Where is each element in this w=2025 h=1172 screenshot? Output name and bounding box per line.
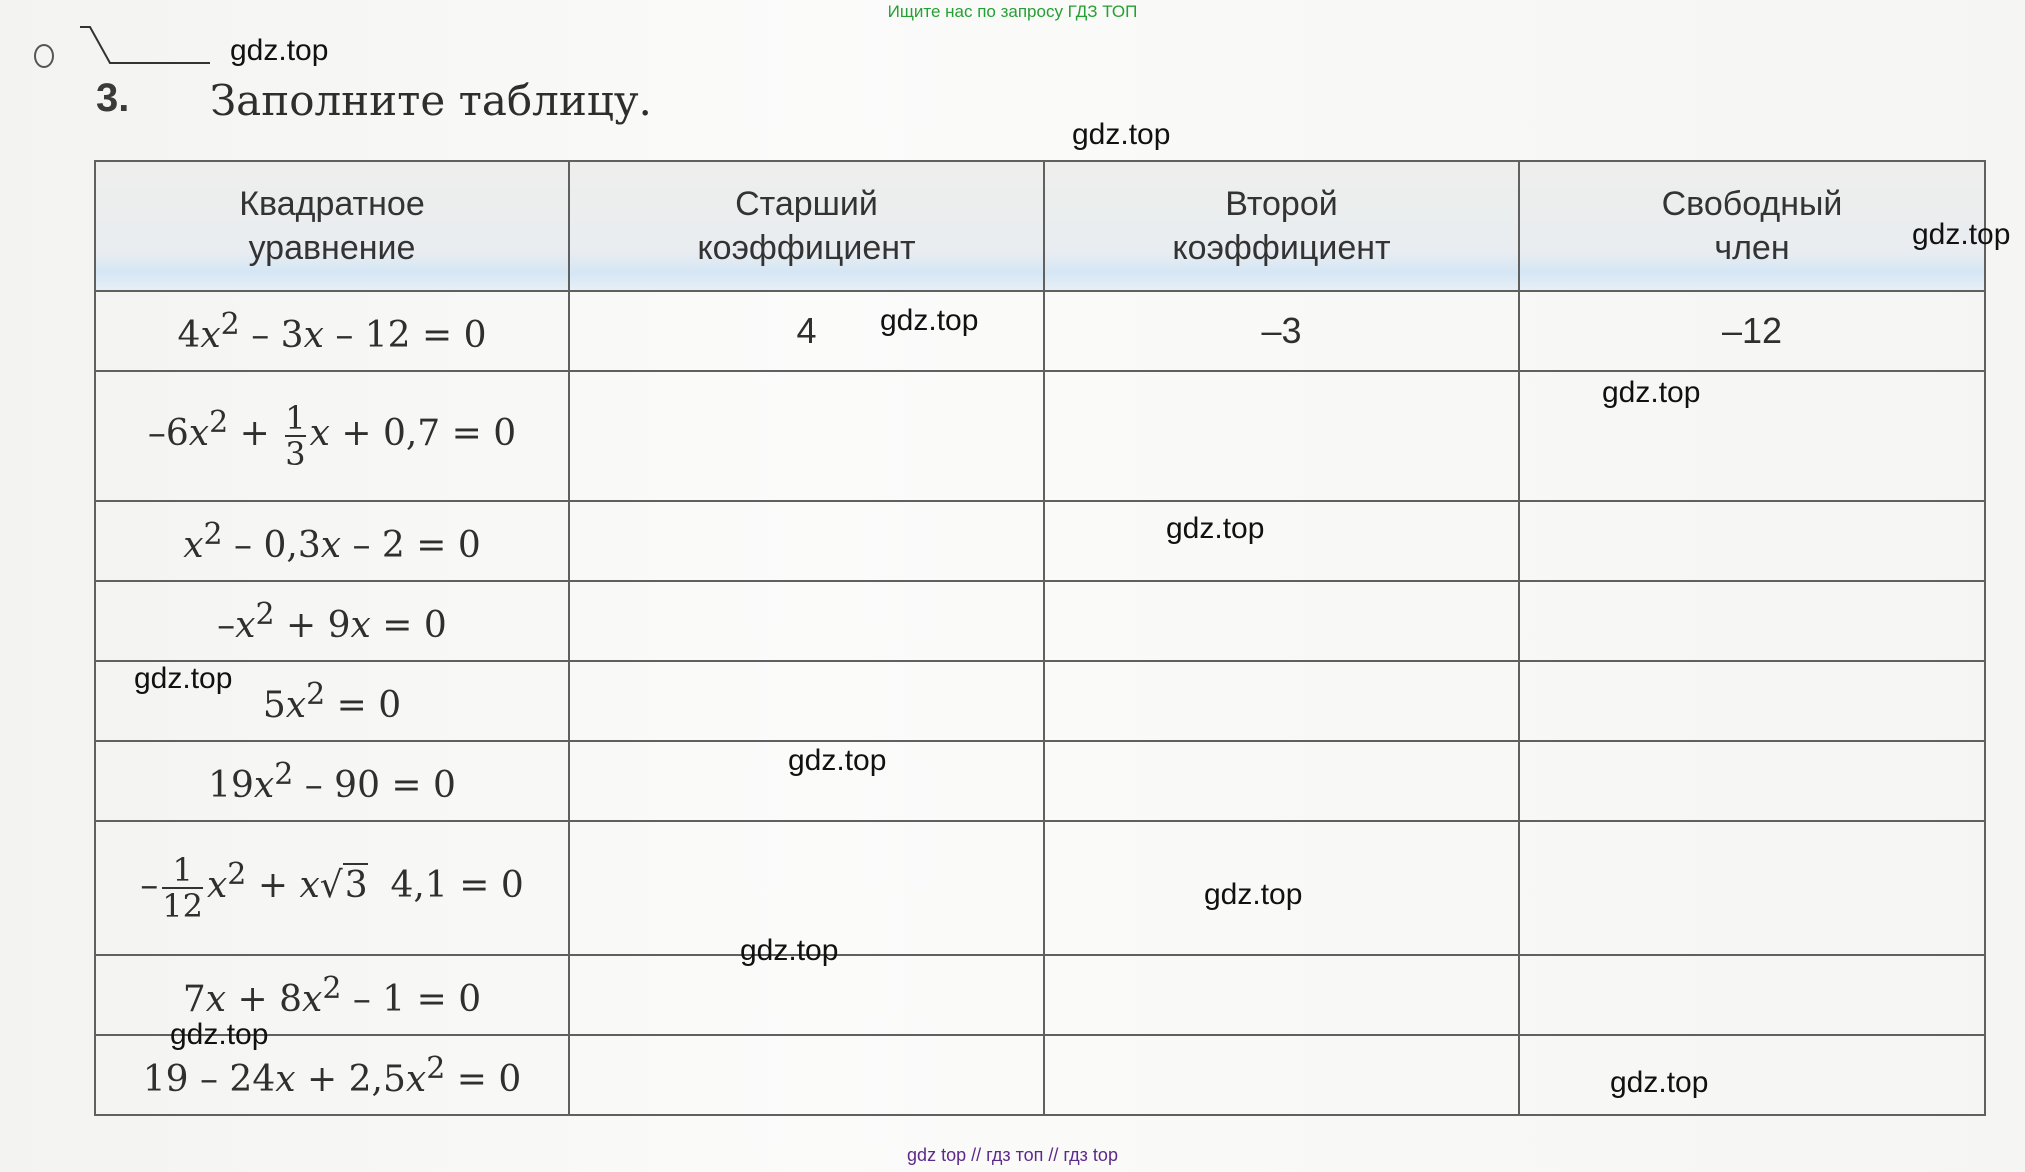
answer-cell[interactable] xyxy=(1044,581,1519,661)
coefficients-table xyxy=(94,160,1986,1116)
task-title: Заполните таблицу. xyxy=(210,76,652,125)
answer-cell[interactable] xyxy=(1044,371,1519,501)
answer-cell[interactable] xyxy=(1044,955,1519,1035)
table-row xyxy=(95,661,1985,741)
free-term-cell: –12 xyxy=(1519,291,1985,371)
answer-cell[interactable] xyxy=(1519,955,1985,1035)
answer-cell[interactable] xyxy=(569,1035,1044,1115)
header-leading-line1: Старший xyxy=(735,185,878,223)
answer-cell[interactable] xyxy=(569,661,1044,741)
equation-cell: $19 - 24x + 2,5x^2 = 0$ xyxy=(95,1035,569,1115)
answer-cell[interactable] xyxy=(1519,661,1985,741)
answer-cell[interactable] xyxy=(1044,741,1519,821)
answer-cell[interactable] xyxy=(1519,821,1985,955)
equation-cell: $5x^2 = 0$ xyxy=(95,661,569,741)
second-coefficient-cell: –3 xyxy=(1044,291,1519,371)
header-second-line2: коэффициент xyxy=(1172,229,1391,267)
watermark: gdz.top xyxy=(880,304,979,337)
watermark: gdz.top xyxy=(1072,118,1171,151)
table-row xyxy=(95,821,1985,955)
header-leading-line2: коэффициент xyxy=(697,229,916,267)
answer-cell[interactable] xyxy=(1044,501,1519,581)
page-tab-decoration xyxy=(80,25,210,67)
header-second-coefficient xyxy=(1044,161,1519,291)
task-number: 3. xyxy=(96,76,130,120)
top-banner[interactable]: Ищите нас по запросу ГДЗ ТОП xyxy=(887,2,1138,21)
footer-links[interactable]: gdz top // гдз топ // гдз top xyxy=(907,1145,1118,1165)
leading-coefficient-cell: 4 xyxy=(569,291,1044,371)
table-row xyxy=(95,371,1985,501)
watermark: gdz.top xyxy=(788,744,887,777)
answer-cell[interactable] xyxy=(1044,1035,1519,1115)
answer-cell[interactable] xyxy=(1519,371,1985,501)
watermark: gdz.top xyxy=(1912,218,2011,251)
binder-hole-icon xyxy=(34,44,54,68)
header-equation-line1: Квадратное xyxy=(239,185,425,223)
equation-cell: $19x^2 - 90 = 0$ xyxy=(95,741,569,821)
equation-cell: $-x^2 + 9x = 0$ xyxy=(95,581,569,661)
watermark: gdz.top xyxy=(230,34,329,67)
answer-cell[interactable] xyxy=(1044,661,1519,741)
answer-cell[interactable] xyxy=(1519,501,1985,581)
equation-cell: $x^2 - 0,3x - 2 = 0$ xyxy=(95,501,569,581)
answer-cell[interactable] xyxy=(569,501,1044,581)
header-equation xyxy=(95,161,569,291)
answer-cell[interactable] xyxy=(1519,1035,1985,1115)
answer-cell[interactable] xyxy=(1519,741,1985,821)
fraction: $\frac{1}{12}$ xyxy=(162,851,203,925)
equation-cell: $-6x^2$ + $\frac{1}{3}$ x + 0,7 = 0 xyxy=(95,371,569,501)
table-row xyxy=(95,741,1985,821)
fraction: $\frac{1}{3}$ xyxy=(285,399,306,473)
watermark: gdz.top xyxy=(1204,878,1303,911)
header-free-line1: Свободный xyxy=(1661,185,1843,223)
header-equation-line2: уравнение xyxy=(248,229,416,267)
table-row xyxy=(95,581,1985,661)
watermark: gdz.top xyxy=(740,934,839,967)
answer-cell[interactable] xyxy=(569,371,1044,501)
table-row xyxy=(95,501,1985,581)
watermark: gdz.top xyxy=(170,1018,269,1051)
table-row xyxy=(95,291,1985,371)
equation-cell: – $\frac{1}{12}$ $x^2 + x√3$ 4,1 = 0 xyxy=(95,821,569,955)
equation-cell: $7x + 8x^2 - 1 = 0$ xyxy=(95,955,569,1035)
equation-cell: $4x^2 - 3x - 12 = 0$ xyxy=(95,291,569,371)
answer-cell[interactable] xyxy=(569,581,1044,661)
table-row xyxy=(95,955,1985,1035)
header-free-line2: член xyxy=(1714,229,1790,267)
watermark: gdz.top xyxy=(1610,1066,1709,1099)
watermark: gdz.top xyxy=(134,662,233,695)
header-second-line1: Второй xyxy=(1225,185,1338,223)
table-header-row xyxy=(95,161,1985,291)
answer-cell[interactable] xyxy=(1519,581,1985,661)
watermark: gdz.top xyxy=(1602,376,1701,409)
watermark: gdz.top xyxy=(1166,512,1265,545)
header-leading-coefficient xyxy=(569,161,1044,291)
